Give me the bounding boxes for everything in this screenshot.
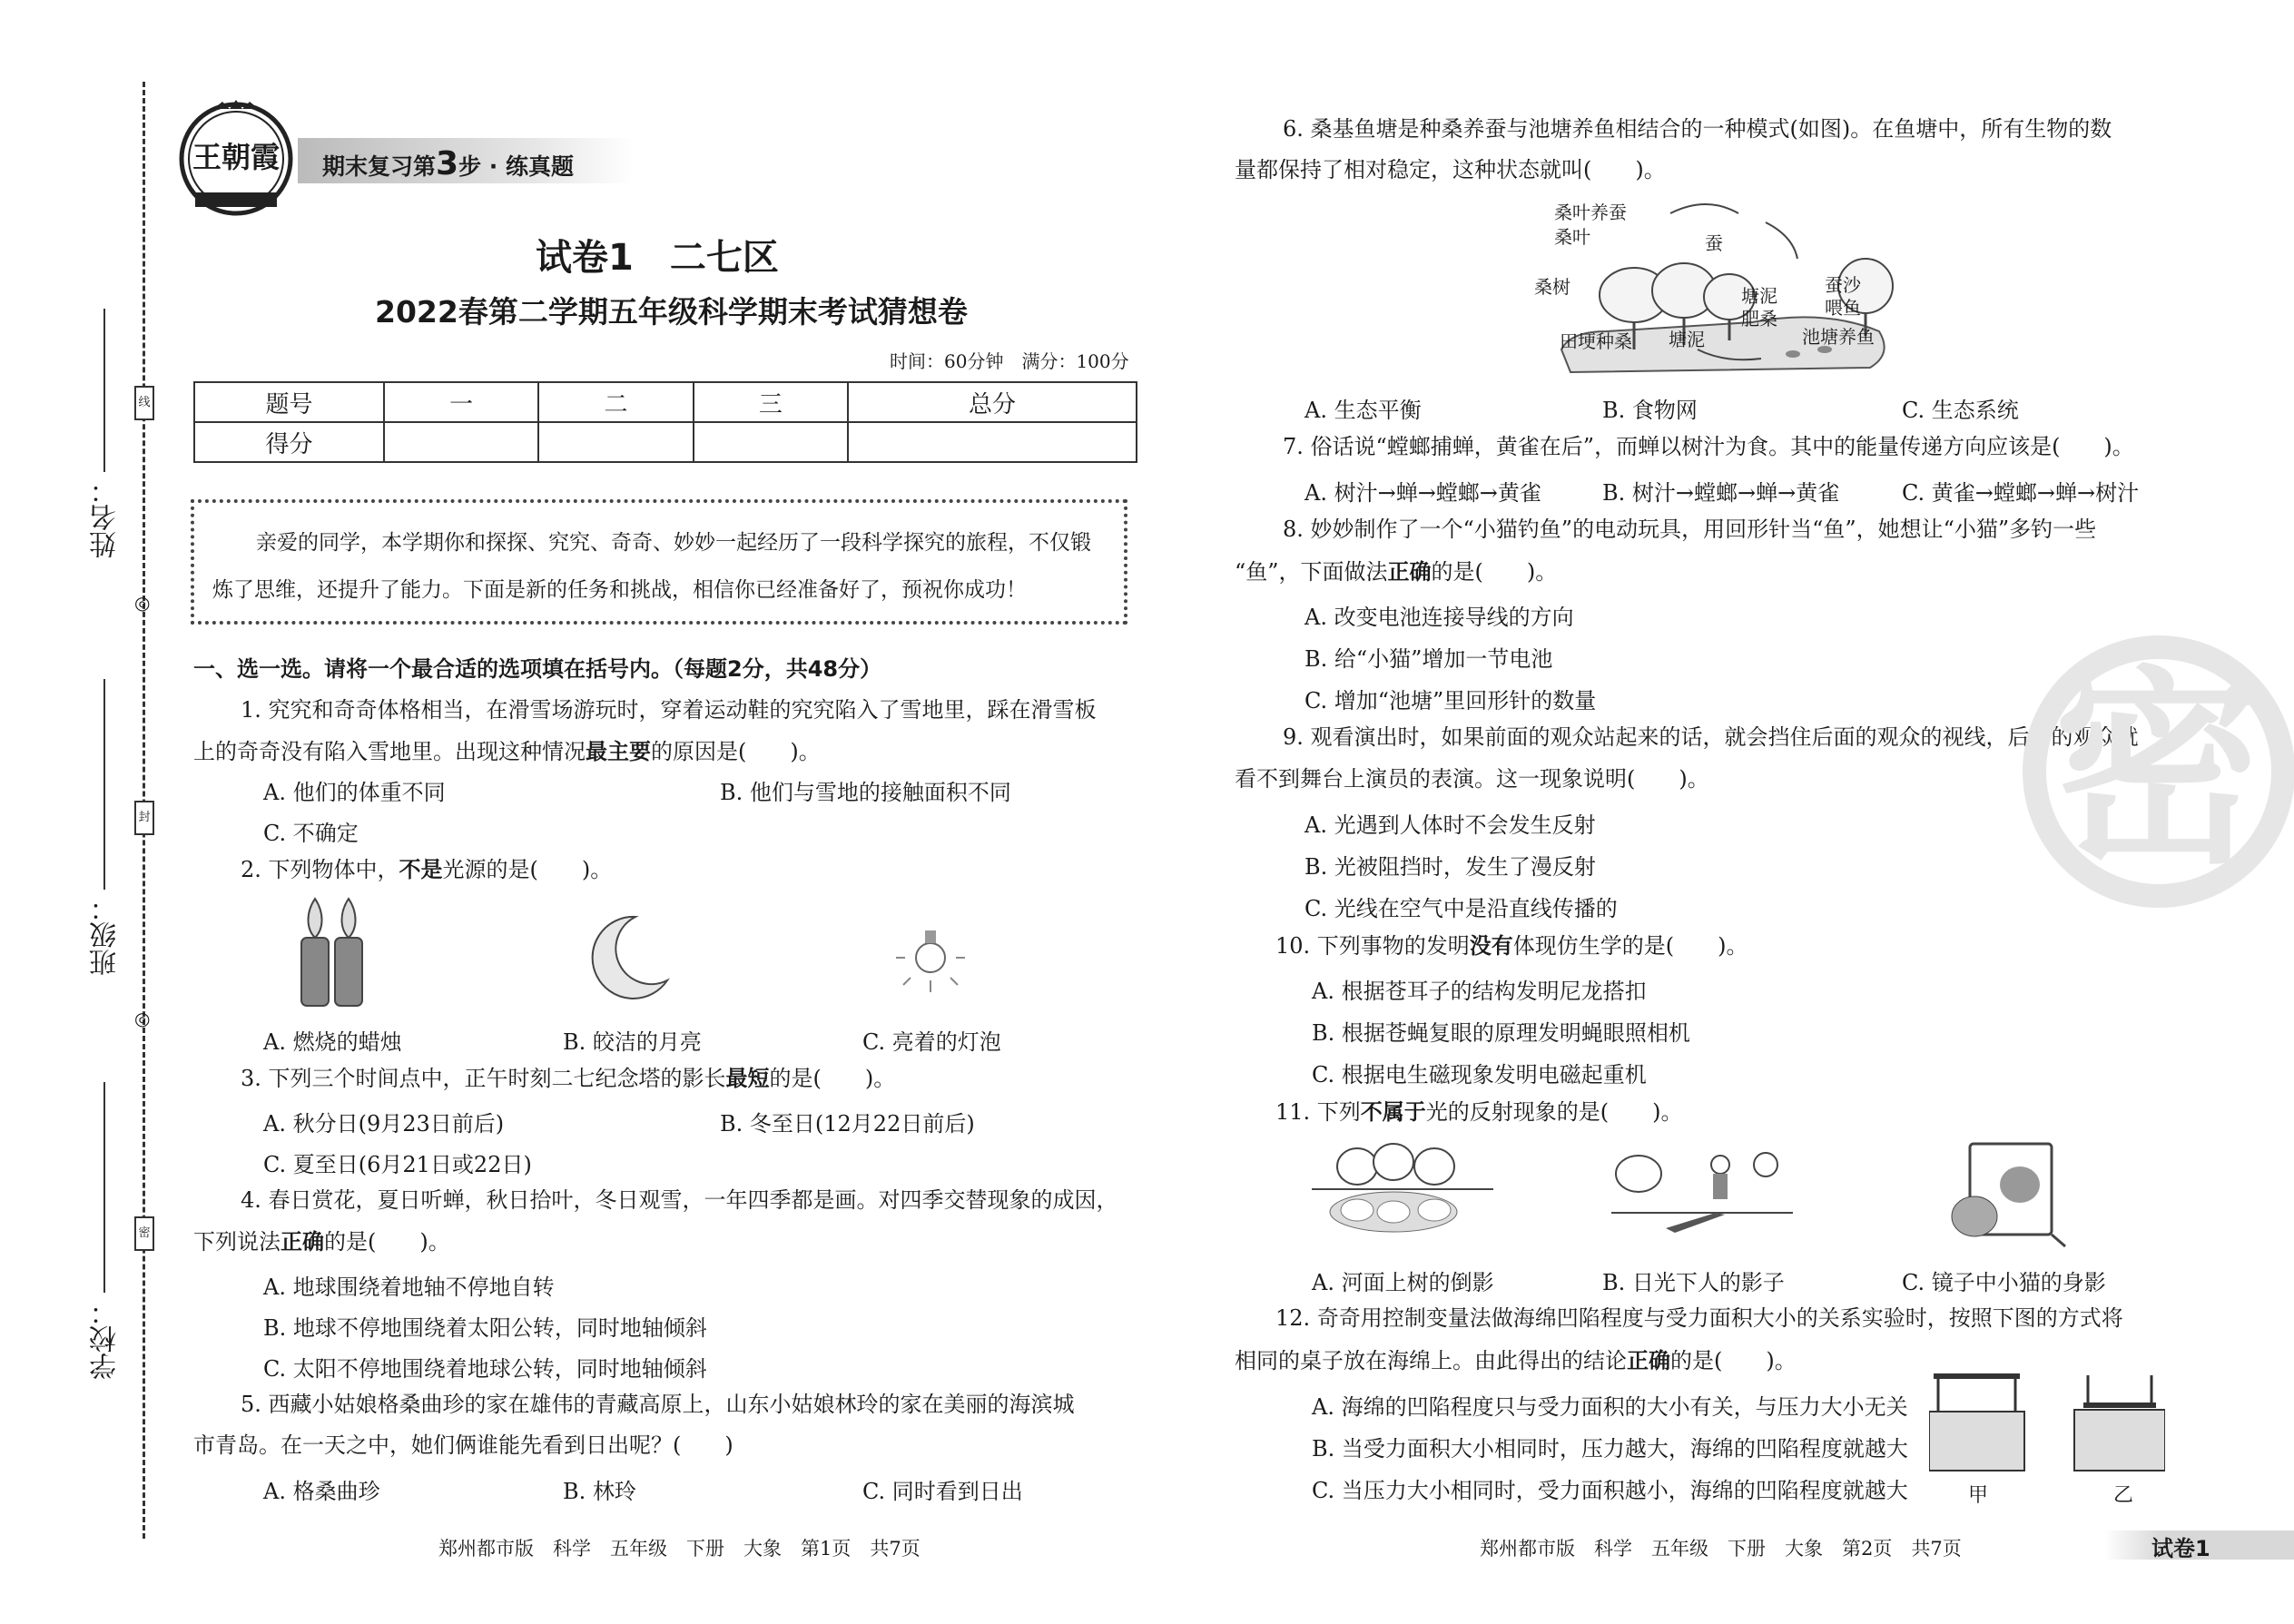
diagram-label: 塘泥: [1741, 285, 1777, 307]
diagram-label: 池塘养鱼: [1802, 326, 1875, 348]
q2-line: 2. 下列物体中，不是光源的是( )。: [241, 856, 613, 882]
q5-option-a[interactable]: A. 格桑曲珍: [263, 1479, 380, 1504]
bulb-image: [894, 912, 967, 994]
paper-subtitle: 2022春第二学期五年级科学期末考试猜想卷: [375, 294, 968, 330]
class-label: 班级：: [90, 894, 122, 976]
q9-line2: 看不到舞台上演员的表演。这一现象说明( )。: [1235, 766, 1709, 792]
q1-option-c[interactable]: C. 不确定: [263, 821, 359, 846]
q4-option-a[interactable]: A. 地球围绕着地轴不停地自转: [263, 1275, 555, 1300]
q2-option-c[interactable]: C. 亮着的灯泡: [862, 1029, 1001, 1055]
table-cell: 一: [384, 382, 538, 422]
page-tag: 试卷1: [2151, 1536, 2210, 1561]
figure-label-jia: 甲: [1968, 1484, 1989, 1507]
q8-option-b[interactable]: B. 给“小猫”增加一节电池: [1305, 646, 1553, 672]
q1-option-a[interactable]: A. 他们的体重不同: [263, 780, 446, 805]
diagram-label: 桑树: [1534, 276, 1570, 298]
q1-line1: 1. 究究和奇奇体格相当，在滑雪场游玩时，穿着运动鞋的究究陷入了雪地里，踩在滑雪板: [241, 697, 1097, 723]
diagram-label: 桑叶养蚕: [1554, 202, 1627, 223]
q6-line2: 量都保持了相对稳定，这种状态就叫( )。: [1235, 157, 1666, 182]
q8-option-c[interactable]: C. 增加“池塘”里回形针的数量: [1305, 688, 1597, 714]
q9-option-b[interactable]: B. 光被阻挡时，发生了漫反射: [1305, 854, 1596, 880]
q8-line1: 8. 妙妙制作了一个“小猫钓鱼”的电动玩具，用回形针当“鱼”，她想让“小猫”多钓一些: [1283, 517, 2097, 542]
q12-option-a[interactable]: A. 海绵的凹陷程度只与受力面积的大小有关，与压力大小无关: [1312, 1394, 1908, 1420]
table-row: [194, 422, 1137, 462]
q3-option-a[interactable]: A. 秋分日(9月23日前后): [263, 1111, 505, 1137]
q12-option-b[interactable]: B. 当受力面积大小相同时，压力越大，海绵的凹陷程度就越大: [1312, 1436, 1908, 1462]
q11-line: 11. 下列不属于光的反射现象的是( )。: [1275, 1098, 1683, 1125]
q8-line2: “鱼”，下面做法正确的是( )。: [1235, 558, 1558, 585]
q6-option-b[interactable]: B. 食物网: [1602, 398, 1698, 423]
q8-option-a[interactable]: A. 改变电池连接导线的方向: [1305, 605, 1574, 630]
name-field[interactable]: [103, 309, 105, 472]
seal-mi: 密: [134, 1216, 154, 1251]
q9-option-a[interactable]: A. 光遇到人体时不会发生反射: [1305, 812, 1596, 838]
table-cell: 总分: [848, 382, 1137, 422]
q12-option-c[interactable]: C. 当压力大小相同时，受力面积越小，海绵的凹陷程度就越大: [1312, 1478, 1908, 1503]
table-cell: 二: [538, 382, 693, 422]
section-1-heading: 一、选一选。请将一个最合适的选项填在括号内。（每题2分，共48分）: [193, 656, 882, 682]
q5-option-c[interactable]: C. 同时看到日出: [862, 1479, 1023, 1504]
q1-option-b[interactable]: B. 他们与雪地的接触面积不同: [720, 780, 1011, 805]
q4-line2: 下列说法正确的是( )。: [193, 1228, 450, 1255]
diagram-label: 喂鱼: [1825, 297, 1861, 319]
q7-option-a[interactable]: A. 树汁→蝉→螳螂→黄雀: [1305, 480, 1541, 506]
moon-image: [590, 912, 672, 1003]
binding-hole-icon: ◎: [134, 592, 151, 614]
binding-hole-icon: ◎: [134, 1008, 151, 1029]
paper-title: 试卷1 二七区: [536, 237, 779, 279]
q10-line: 10. 下列事物的发明没有体现仿生学的是( )。: [1275, 932, 1748, 959]
q12-line2: 相同的桌子放在海绵上。由此得出的结论正确的是( )。: [1235, 1347, 1797, 1373]
table-cell: 得分: [194, 422, 384, 462]
q10-option-c[interactable]: C. 根据电生磁现象发明电磁起重机: [1312, 1062, 1647, 1088]
school-field[interactable]: [103, 1082, 105, 1293]
logo-text: 王朝霞: [192, 140, 281, 174]
q4-line1: 4. 春日赏花，夏日听蝉，秋日拾叶，冬日观雪，一年四季都是画。对四季交替现象的成因，: [241, 1187, 1118, 1213]
candles-image: [292, 894, 374, 1008]
q11-option-c[interactable]: C. 镜子中小猫的身影: [1902, 1270, 2106, 1295]
seal-feng: 封: [134, 801, 154, 835]
diagram-label: 塘泥: [1669, 329, 1705, 350]
notice-text: 亲爱的同学，本学期你和探探、究究、奇奇、妙妙一起经历了一段科学探究的旅程，不仅锻炼了思维，还提升了能力。下面是新的任务和挑战，相信你已经准备好了，预祝你成功！: [212, 531, 1091, 602]
class-field[interactable]: [103, 679, 105, 890]
q12-line1: 12. 奇奇用控制变量法做海绵凹陷程度与受力面积大小的关系实验时，按照下图的方式将: [1275, 1305, 2123, 1331]
table-cell: 题号: [194, 382, 384, 422]
footer-left: 郑州都市版 科学 五年级 下册 大象 第1页 共7页: [438, 1538, 921, 1560]
q10-option-a[interactable]: A. 根据苍耳子的结构发明尼龙搭扣: [1312, 979, 1647, 1004]
diagram-label: 蚕沙: [1825, 274, 1861, 296]
q5-line1: 5. 西藏小姑娘格桑曲珍的家在雄伟的青藏高原上，山东小姑娘林玲的家在美丽的海滨城: [241, 1392, 1075, 1417]
tree-reflection-image: [1312, 1139, 1493, 1239]
score-input[interactable]: [384, 422, 538, 462]
diagram-label: 蚕: [1705, 232, 1723, 254]
score-input[interactable]: [694, 422, 848, 462]
q11-option-a[interactable]: A. 河面上树的倒影: [1312, 1270, 1494, 1295]
q1-line2: 上的奇奇没有陷入雪地里。出现这种情况最主要的原因是( )。: [193, 738, 821, 764]
name-label: 姓名：: [90, 477, 122, 558]
q10-option-b[interactable]: B. 根据苍蝇复眼的原理发明蝇眼照相机: [1312, 1020, 1690, 1046]
table-cell: 三: [694, 382, 848, 422]
q5-option-b[interactable]: B. 林玲: [563, 1479, 636, 1504]
school-label: 学校：: [90, 1298, 122, 1380]
diagram-label: 桑叶: [1554, 226, 1590, 248]
q7-option-b[interactable]: B. 树汁→螳螂→蝉→黄雀: [1602, 480, 1840, 506]
q2-option-a[interactable]: A. 燃烧的蜡烛: [263, 1029, 402, 1055]
q3-line: 3. 下列三个时间点中，正午时刻二七纪念塔的影长最短的是( )。: [241, 1065, 896, 1091]
cat-mirror-image: [1943, 1139, 2079, 1248]
q2-option-b[interactable]: B. 皎洁的月亮: [563, 1029, 702, 1055]
q9-option-c[interactable]: C. 光线在空气中是沿直线传播的: [1305, 896, 1618, 921]
score-table: [193, 381, 1137, 463]
q3-option-b[interactable]: B. 冬至日(12月22日前后): [720, 1111, 975, 1137]
q4-option-c[interactable]: C. 太阳不停地围绕着地球公转，同时地轴倾斜: [263, 1356, 707, 1382]
diagram-label: 田埂种桑: [1560, 330, 1632, 352]
q9-line1: 9. 观看演出时，如果前面的观众站起来的话，就会挡住后面的观众的视线，后面的观众就: [1283, 724, 2139, 750]
seal-xian: 线: [134, 386, 154, 420]
q11-option-b[interactable]: B. 日光下人的影子: [1602, 1270, 1785, 1295]
person-shadow-image: [1611, 1142, 1793, 1242]
sponge-experiment-figure: [1929, 1366, 2165, 1475]
banner-text: 期末复习第3步 · 练真题: [322, 145, 574, 182]
q7-line: 7. 俗话说“螳螂捕蝉，黄雀在后”，而蝉以树汁为食。其中的能量传递方向应该是( )。: [1283, 434, 2134, 459]
score-input[interactable]: [848, 422, 1137, 462]
q6-option-c[interactable]: C. 生态系统: [1902, 398, 2019, 423]
q7-option-c[interactable]: C. 黄雀→螳螂→蝉→树汁: [1902, 480, 2140, 506]
footer-right: 郑州都市版 科学 五年级 下册 大象 第2页 共7页: [1480, 1538, 1962, 1560]
q6-line1: 6. 桑基鱼塘是种桑养蚕与池塘养鱼相结合的一种模式(如图)。在鱼塘中，所有生物的数: [1283, 116, 2112, 142]
table-row: [194, 382, 1137, 422]
figure-label-yi: 乙: [2113, 1484, 2134, 1507]
watermark-text: 密: [2053, 650, 2263, 892]
q6-option-a[interactable]: A. 生态平衡: [1305, 398, 1422, 423]
q5-line2: 市青岛。在一天之中，她们俩谁能先看到日出呢？( ): [193, 1432, 733, 1458]
q3-option-c[interactable]: C. 夏至日(6月21日或22日): [263, 1152, 532, 1177]
time-info: 时间：60分钟 满分：100分: [890, 350, 1129, 372]
diagram-label: 肥桑: [1741, 308, 1777, 330]
notice-box: [191, 499, 1127, 625]
q4-option-b[interactable]: B. 地球不停地围绕着太阳公转，同时地轴倾斜: [263, 1315, 707, 1341]
score-input[interactable]: [538, 422, 693, 462]
